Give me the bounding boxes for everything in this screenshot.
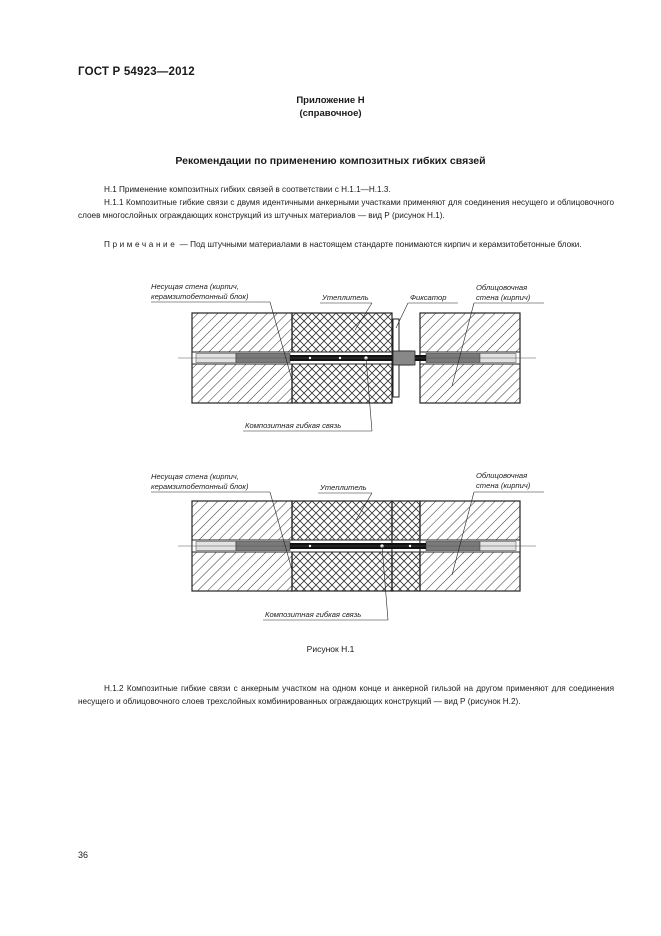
- label-facing-line2: стена (кирпич): [476, 293, 531, 302]
- appendix-kind: (справочное): [299, 108, 362, 119]
- label-fixator: Фиксатор: [410, 293, 447, 302]
- paragraph-h1: Н.1 Применение композитных гибких связей в соответствии с Н.1.1—Н.1.3.: [104, 185, 391, 194]
- label-bearing-wall-line2: керамзитобетонный блок): [151, 292, 249, 301]
- page-number: 36: [78, 850, 89, 860]
- label-tie: Композитная гибкая связь: [245, 421, 342, 430]
- label-insulation: Утеплитель: [322, 293, 369, 302]
- figure-bottom-assembly: [178, 501, 536, 591]
- label-bearing-wall-line1: Несущая стена (кирпич,: [151, 282, 239, 291]
- figure-caption: Рисунок Н.1: [306, 644, 355, 654]
- label-bearing-wall-line1: Несущая стена (кирпич,: [151, 472, 239, 481]
- section-title: Рекомендации по применению композитных гибких связей: [175, 155, 486, 167]
- label-insulation: Утеплитель: [320, 483, 367, 492]
- label-facing-line2: стена (кирпич): [476, 481, 531, 490]
- note-text: — Под штучными материалами в настоящем стандарте понимаются кирпич и керамзитобетонные блоки.: [177, 240, 582, 249]
- label-tie: Композитная гибкая связь: [265, 610, 362, 619]
- label-facing-line1: Облицовочная: [476, 471, 528, 480]
- note-label: Примечание: [104, 240, 178, 249]
- document-number: ГОСТ Р 54923—2012: [78, 66, 195, 78]
- paragraph-h1-2: Н.1.2 Композитные гибкие связи с анкерным участком на одном конце и анкерной гильзой на другом применяют для соединения несущего и облицовочного слоев трехслойных комбинированных ограждающих конструкций — вид Р (рисунок Н.2).: [78, 684, 614, 706]
- paragraph-h1-1: Н.1.1 Композитные гибкие связи с двумя идентичными анкерными участками применяют для соединения несущего и облицовочного слоев многослойных ограждающих конструкций из штучных материалов — вид Р (рисунок Н.1).: [78, 198, 614, 220]
- note-paragraph: [78, 239, 614, 252]
- label-facing-line1: Облицовочная: [476, 283, 528, 292]
- figure-h1-drawing: [0, 270, 661, 640]
- label-bearing-wall-line2: керамзитобетонный блок): [151, 482, 249, 491]
- appendix-title: Приложение Н: [296, 95, 365, 106]
